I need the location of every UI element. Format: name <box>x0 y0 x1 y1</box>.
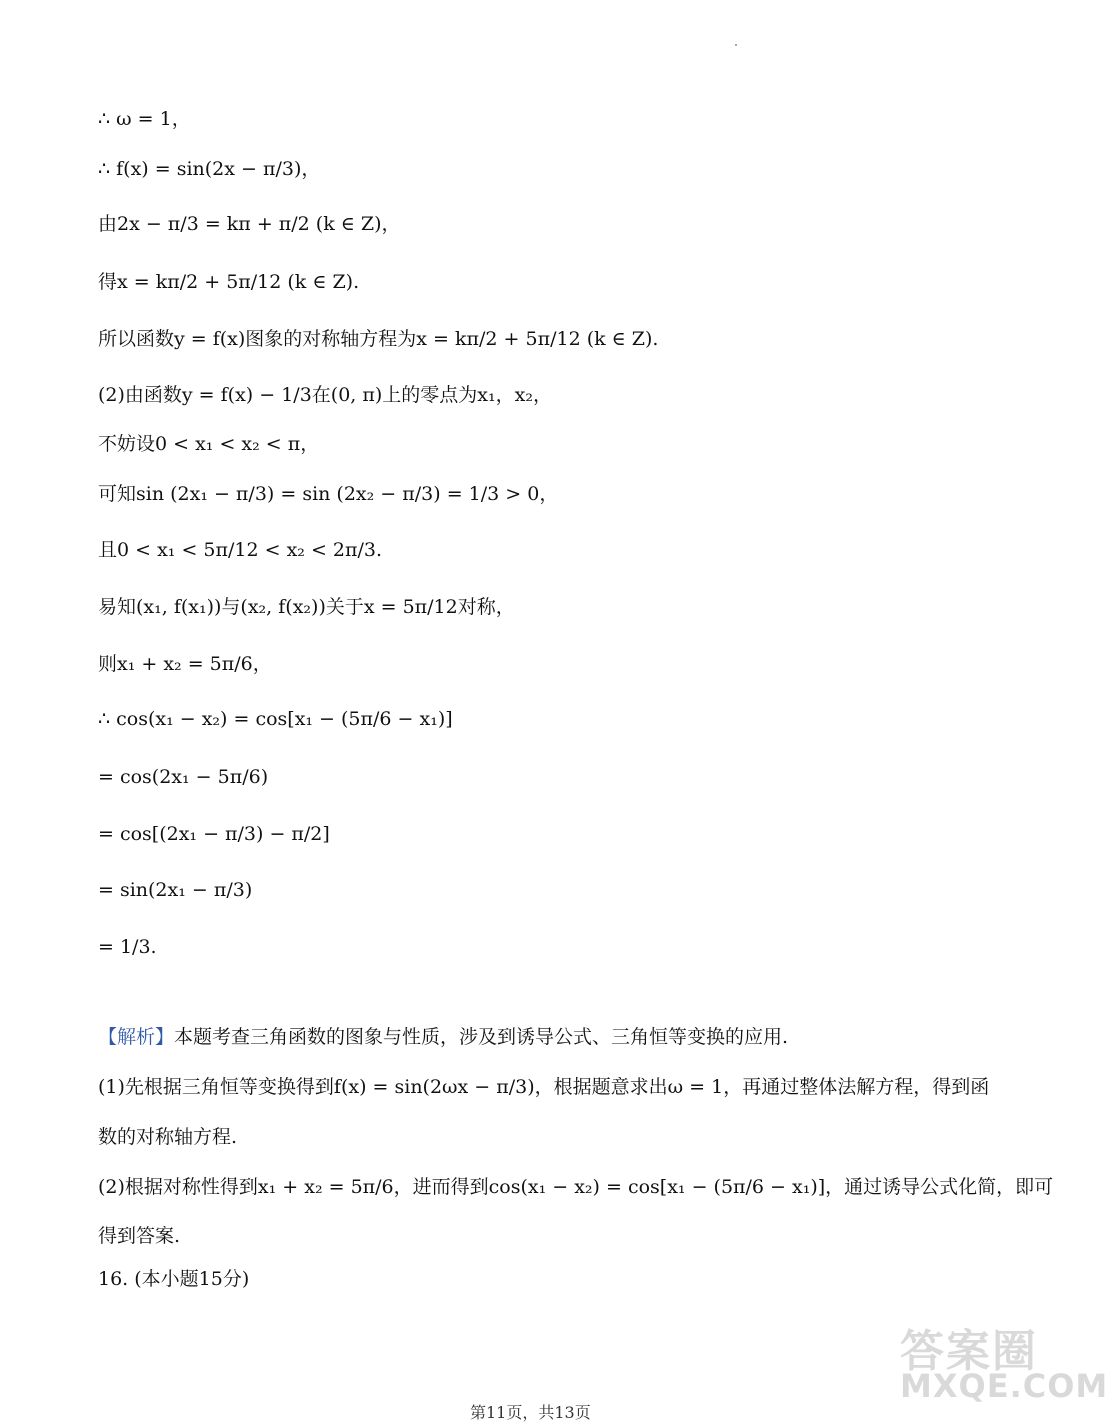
watermark-top-text: 答案圈 <box>900 1326 1038 1377</box>
analysis-part1-line2: 数的对称轴方程. <box>98 1126 238 1148</box>
solution-line: 可知sin (2x₁ − π/3) = sin (2x₂ − π/3) = 1/3 > 0， <box>98 483 559 505</box>
solution-line: ∴ cos(x₁ − x₂) = cos[x₁ − (5π/6 − x₁)] <box>98 708 453 730</box>
solution-line: = 1/3. <box>98 936 157 958</box>
watermark-logo <box>900 1315 1108 1411</box>
solution-line: (2)由函数y = f(x) − 1/3在(0, π)上的零点为x₁，x₂， <box>98 384 552 406</box>
next-question-heading: 16. (本小题15分) <box>98 1268 250 1290</box>
solution-line: 易知(x₁, f(x₁))与(x₂, f(x₂))关于x = 5π/12对称， <box>98 596 515 618</box>
stray-dot <box>735 44 737 46</box>
analysis-part1-line1: (1)先根据三角恒等变换得到f(x) = sin(2ωx − π/3)，根据题意求出ω = 1，再通过整体法解方程，得到函 <box>98 1076 990 1098</box>
solution-line: 则x₁ + x₂ = 5π/6， <box>98 653 272 675</box>
analysis-intro <box>98 1028 788 1047</box>
solution-line: = cos[(2x₁ − π/3) − π/2] <box>98 823 330 845</box>
solution-line: 不妨设0 < x₁ < x₂ < π， <box>98 433 320 455</box>
solution-line: 且0 < x₁ < 5π/12 < x₂ < 2π/3. <box>98 539 383 561</box>
solution-line: = sin(2x₁ − π/3) <box>98 879 253 901</box>
solution-line: ∴ ω = 1， <box>98 108 191 130</box>
solution-line: 由2x − π/3 = kπ + π/2 (k ∈ Z)， <box>98 213 401 235</box>
solution-line: 得x = kπ/2 + 5π/12 (k ∈ Z). <box>98 271 360 293</box>
solution-line: 所以函数y = f(x)图象的对称轴方程为x = kπ/2 + 5π/12 (k ∈ Z). <box>98 328 659 350</box>
page-footer: 第11页，共13页 <box>470 1403 591 1422</box>
solution-line: = cos(2x₁ − 5π/6) <box>98 766 269 788</box>
analysis-tag: 【解析】 <box>98 1026 175 1048</box>
analysis-part2-line2: 得到答案. <box>98 1225 181 1247</box>
solution-line: ∴ f(x) = sin(2x − π/3)， <box>98 158 321 180</box>
watermark-bottom-text: MXQE.COM <box>900 1367 1108 1405</box>
analysis-intro-text: 本题考查三角函数的图象与性质，涉及到诱导公式、三角恒等变换的应用. <box>174 1026 789 1048</box>
analysis-part2-line1: (2)根据对称性得到x₁ + x₂ = 5π/6，进而得到cos(x₁ − x₂) = cos[x₁ − (5π/6 − x₁)]，通过诱导公式化简，即可 <box>98 1176 1054 1198</box>
